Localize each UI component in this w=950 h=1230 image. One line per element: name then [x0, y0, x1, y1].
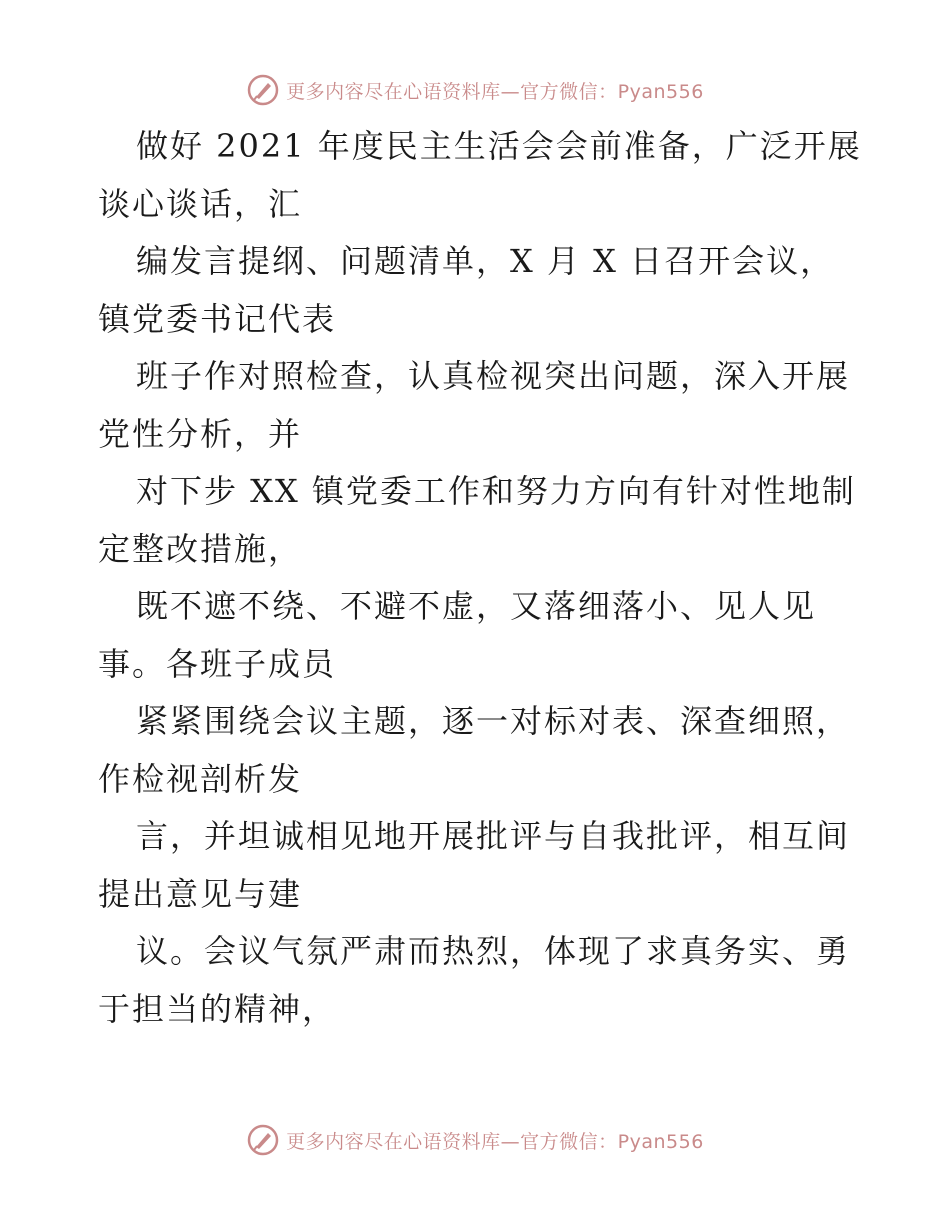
footer-watermark-text: 更多内容尽在心语资料库—官方微信：Pyan556	[286, 1130, 704, 1153]
paragraph-line: 定整改措施，	[98, 529, 303, 568]
footer-watermark-banner	[0, 1120, 950, 1160]
paragraph-line: 言，并坦诚相见地开展批评与自我批评，相互间	[136, 817, 851, 855]
paragraph-line: 班子作对照检查，认真检视突出问题，深入开展	[136, 357, 851, 395]
paragraph-line: 事。各班子成员	[98, 644, 337, 683]
paragraph-line: 作检视剖析发	[98, 759, 303, 798]
paragraph-line: 于担当的精神，	[98, 989, 337, 1028]
paragraph-line: 对下步 XX 镇党委工作和努力方向有针对性地制	[136, 472, 856, 510]
paragraph-line: 谈心谈话，汇	[98, 184, 303, 223]
paragraph-line: 编发言提纲、问题清单，X 月 X 日召开会议，	[136, 242, 835, 280]
paragraph-line: 镇党委书记代表	[98, 299, 337, 338]
paragraph-line: 议。会议气氛严肃而热烈，体现了求真务实、勇	[136, 932, 851, 970]
header-watermark-banner	[0, 70, 950, 110]
header-watermark-text: 更多内容尽在心语资料库—官方微信：Pyan556	[286, 80, 704, 103]
paragraph-line: 提出意见与建	[98, 874, 303, 913]
document-body	[98, 118, 862, 1038]
paragraph-line: 党性分析，并	[98, 414, 303, 453]
paragraph-line: 既不遮不绕、不避不虚，又落细落小、见人见	[136, 587, 817, 625]
quill-pen-logo-icon	[246, 73, 280, 107]
quill-pen-logo-icon	[246, 1123, 280, 1157]
paragraph-line: 紧紧围绕会议主题，逐一对标对表、深查细照，	[136, 702, 851, 740]
paragraph-line: 做好 2021 年度民主生活会会前准备，广泛开展	[136, 127, 862, 165]
